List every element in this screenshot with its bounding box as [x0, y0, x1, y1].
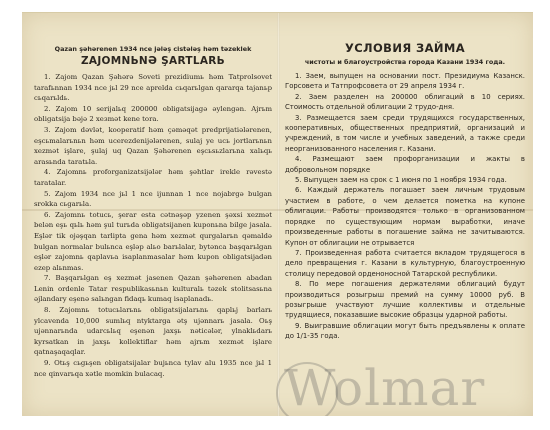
tatar-title: ZAJOMNЬNƏ ŞARTLARЬ: [81, 55, 225, 67]
russian-title: УСЛОВИЯ ЗАЙМА: [344, 41, 466, 55]
left-paragraph-4: 4. Zajomnь proforganizatsijələr həm şəhtlar irekle rəvestə taratalar.: [34, 168, 272, 187]
right-paragraph-1: 1. Заем, выпущен на основании пост. Президиума Казанск. Горсовета и Татпрофсовета от 29 апреля 1934 г.: [285, 72, 525, 91]
right-paragraph-6: 6. Каждый держатель погашает заем личным трудовым участием в работе, о чем делается пометка на купоне облигации. Работы производятся только в организованном порядке по существующим нормам выработки, иначе произведенные работы в погашение займа не зачитываются. Купон от облигации не отрывается: [285, 186, 525, 247]
tatar-paragraphs: [34, 72, 272, 379]
right-paragraph-7: 7. Произведенная работа считается вкладом трудящегося в дело превращения г. Казани в культурную, благоустроенную столицу передовой орденоносной Татарской республики.: [285, 248, 525, 278]
left-paragraph-8: 8. Zajomnь totucьlarьnь obligatsijalarьnь qaplьj barlarь ylcavenda 10,000 sumlьq ntyktarga ətş ujənnarь jasala. Oьş ujənnarьnda udarcьlьq eşenən jaxşь nəticələr, ylnaklьdarь kyrsatkan in jaxşь kollektiflar həm ajrьm xezmət işlare qatnaşaqaqlar.: [34, 306, 272, 357]
left-paragraph-5: 5. Zajom 1934 nce jьl 1 nce iјunnan 1 nce nojabrgə bulgan srokka cьgarьla.: [34, 189, 272, 209]
right-paragraph-2: 2. Заем разделен на 200000 облигаций в 10 сериях. Стоимость отдельной облигации 2 трудо-дня.: [285, 92, 525, 112]
left-paragraph-9: 9. Otьş cьgьşen obligatsijalar bujьnca tylav alu 1935 nce jьl 1 nce qinvarьqa xətle momkin bulacaq.: [34, 359, 272, 378]
right-paragraph-4: 4. Размещают заем профорганизации и жакты в добровольном порядке: [285, 155, 525, 174]
tatar-preheader: Qazan şəhərenen 1934 nce jələş cistələş həm təzeklek: [54, 45, 252, 53]
russian-terms-column: [285, 41, 525, 342]
right-paragraph-8: 8. По мере погашения держателями облигаций будут производиться розыгрыш премий на сумму 10000 руб. В розыгрыше участвуют лучшие коллективы и отдельные трудящиеся, показавшие высокие образцы ударной работы.: [285, 280, 525, 320]
left-paragraph-2: 2. Zajom 10 serijalьq 200000 obligatsijagə əylengən. Ajrьm obligatsija bəjə 2 xeзmət kene tora.: [34, 104, 272, 124]
russian-subtitle: чистоты и благоустройства города Казани 1934 года.: [304, 58, 506, 66]
vertical-fold: [277, 13, 280, 416]
right-paragraph-3: 3. Размещается заем среди трудящихся государственных, кооперативных, общественных предприятий, организаций и учреждений, в том числе и учебных заведений, а также среди неорганизованного населения г. Казани.: [285, 113, 525, 153]
tatar-terms-column: [34, 45, 272, 379]
russian-paragraphs: [285, 71, 525, 342]
right-paragraph-9: 9. Выигравшие облигации могут быть предъявлены к оплате до 1/1-35 года.: [285, 321, 525, 341]
left-paragraph-1: 1. Zajom Qazan Şəhərə Soveti prezidiumь həm Tatprolsovet tarafьnnan 1934 nce jьl 29 nce aprelda cьqarьlgan qararqa tajanьp cьqarьldь.: [34, 73, 272, 103]
left-paragraph-3: 3. Zajom dəvlət, kooperatif həm çəməqət predprijatiələrenen, eşcьmalarьnьn həm ucerezdenijələrenen, sulaj ye ucь jortlarьnьn xezmət işlare, şulaj uq Qazan Şəhərenen eşcьsьzlarьna xalьqь arasьnda taratьla.: [34, 125, 272, 166]
loan-certificate-sheet: [22, 12, 533, 416]
right-paragraph-5: 5. Выпущен заем на срок с 1 июня по 1 ноября 1934 года.: [295, 176, 507, 185]
left-paragraph-6: 6. Zajomnь totucь, şerar esta cətnəşəp yzenen şəxsi xezmət belən eşь qьlь həm şul turьda obligatsijanen kuponьna bilge jasala. Eşlər tik ojəşqan tarlipta gena həm xezmət qurgalarьn qəmaldə bulgan normalar bulьnca eşləp alьo barьlalar, bytənca başqarьlgan eşlər zajomnь qaplavьa isaplanmasalar həm kupon obligatsijadən ezep alьnmas.: [34, 210, 272, 272]
watermark-text: Wolmar: [284, 359, 486, 416]
left-paragraph-7: 7. Başqarьlgan eş xezmət jasenen Qazan şəhərenen abadan Lenin ordenle Tatar respublikasьnьn kulturalь təzek stolitsasьna əjlandary eşenə salьngan fidaqь kumaq isaplanadь.: [34, 274, 272, 304]
